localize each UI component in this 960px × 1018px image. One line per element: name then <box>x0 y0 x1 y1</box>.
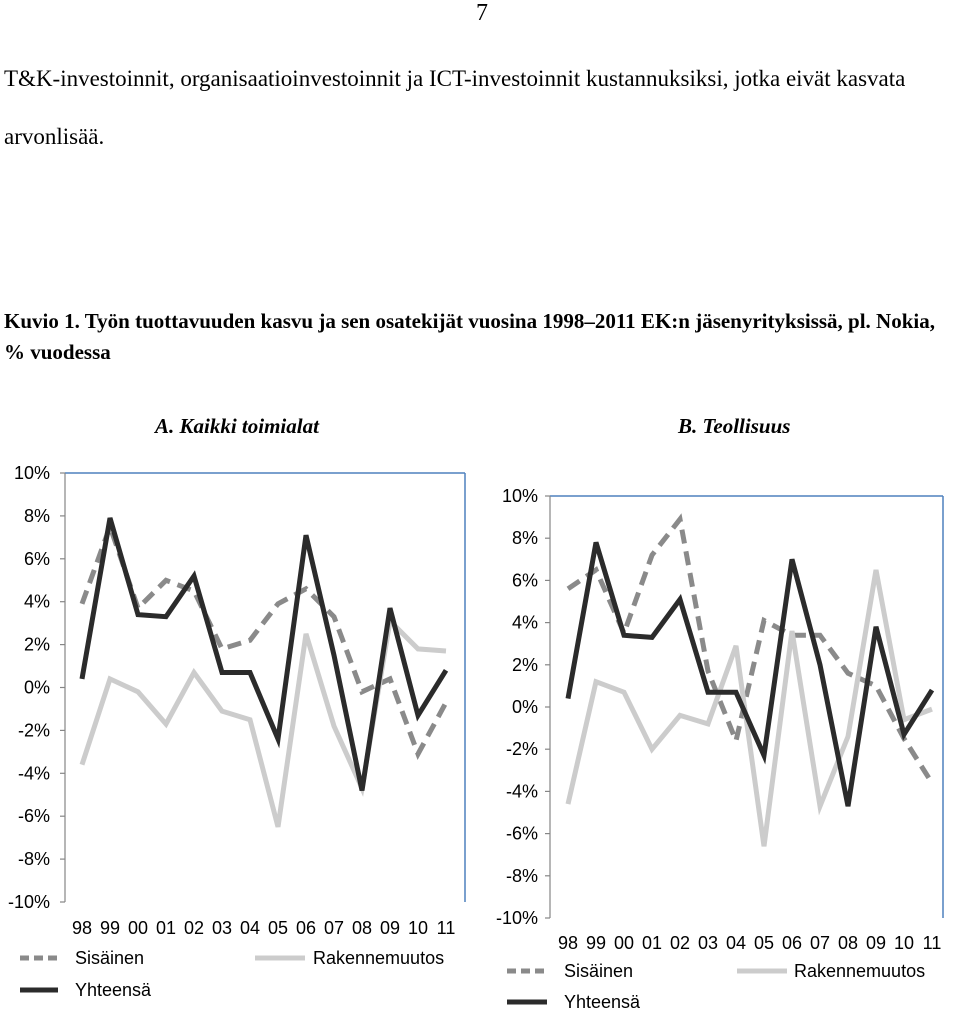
y-tick-label-b: 0% <box>511 697 538 717</box>
figure-caption: Kuvio 1. Työn tuottavuuden kasvu ja sen osatekijät vuosina 1998–2011 EK:n jäsenyrityksissä, pl. Nokia, % vuodessa <box>4 309 935 364</box>
x-tick-label-b: 08 <box>837 933 859 953</box>
legend-label-yhteensa-b: Yhteensä <box>564 992 641 1012</box>
x-tick-label-a: 09 <box>379 918 401 938</box>
y-tick-label-b: -6% <box>505 823 538 844</box>
intro-text-line-2: arvonlisää. <box>4 124 105 149</box>
x-tick-label-a: 02 <box>183 918 205 938</box>
x-tick-label-a: 99 <box>99 918 121 938</box>
y-tick-label-b: 4% <box>511 612 538 633</box>
x-tick-label-b: 99 <box>585 933 607 953</box>
y-tick-label-b: -8% <box>505 865 538 886</box>
y-tick-label-b: -4% <box>505 781 538 802</box>
y-tick-label-a: -4% <box>17 763 50 784</box>
x-tick-label-b: 11 <box>922 933 942 953</box>
y-tick-label-a: 4% <box>23 591 50 612</box>
x-tick-label-b: 00 <box>613 933 635 953</box>
y-tick-label-b: 10% <box>501 486 538 506</box>
x-tick-label-a: 01 <box>155 918 177 938</box>
x-tick-label-b: 03 <box>697 933 719 953</box>
y-tick-label-a: 8% <box>23 505 50 526</box>
chart-title-a: A. Kaikki toimialat <box>155 414 319 438</box>
y-tick-label-a: 2% <box>23 634 50 655</box>
x-tick-label-a: 11 <box>436 918 456 938</box>
legend-label-rakennemuutos-a: Rakennemuutos <box>313 948 445 968</box>
y-tick-label-b: -2% <box>505 739 538 760</box>
legend-label-sisainen-a: Sisäinen <box>75 948 145 968</box>
x-tick-label-b: 07 <box>809 933 831 953</box>
x-tick-label-a: 10 <box>407 918 429 938</box>
x-tick-label-a: 08 <box>351 918 373 938</box>
y-tick-label-a: 0% <box>23 677 50 698</box>
legend-label-yhteensa-a: Yhteensä <box>75 980 152 1000</box>
x-tick-label-b: 98 <box>557 933 579 953</box>
legend-label-sisainen-b: Sisäinen <box>564 961 634 981</box>
x-tick-label-b: 04 <box>725 933 747 953</box>
x-tick-label-a: 06 <box>295 918 317 938</box>
x-tick-label-b: 09 <box>865 933 887 953</box>
series-line-sisäinen-a <box>82 527 446 754</box>
x-tick-label-b: 02 <box>669 933 691 953</box>
page-number: 7 <box>476 0 488 26</box>
x-tick-label-a: 07 <box>323 918 345 938</box>
y-tick-label-a: -8% <box>17 849 50 870</box>
x-tick-label-b: 01 <box>641 933 663 953</box>
series-line-rakennemuutos-b <box>568 570 932 846</box>
y-tick-label-a: 6% <box>23 548 50 569</box>
x-tick-label-a: 98 <box>71 918 93 938</box>
series-line-rakennemuutos-a <box>82 621 446 827</box>
y-tick-label-a: -10% <box>7 892 50 912</box>
x-tick-label-a: 03 <box>211 918 233 938</box>
y-tick-label-a: 10% <box>13 463 50 483</box>
intro-text-line-1: T&K-investoinnit, organisaatioinvestoinnit ja ICT-investoinnit kustannuksiksi, jotka eivät kasvata <box>4 66 906 91</box>
x-tick-label-a: 00 <box>127 918 149 938</box>
x-tick-label-a: 04 <box>239 918 261 938</box>
series-line-yhteensä-a <box>82 518 446 791</box>
y-tick-label-a: -2% <box>17 720 50 741</box>
x-tick-label-b: 05 <box>753 933 775 953</box>
y-tick-label-b: 8% <box>511 528 538 549</box>
y-tick-label-b: 2% <box>511 654 538 675</box>
x-tick-label-b: 06 <box>781 933 803 953</box>
x-tick-label-a: 05 <box>267 918 289 938</box>
y-tick-label-a: -6% <box>17 806 50 827</box>
legend-label-rakennemuutos-b: Rakennemuutos <box>794 961 926 981</box>
x-tick-label-b: 10 <box>893 933 915 953</box>
chart-title-b: B. Teollisuus <box>678 414 791 438</box>
y-tick-label-b: 6% <box>511 570 538 591</box>
y-tick-label-b: -10% <box>495 908 538 928</box>
